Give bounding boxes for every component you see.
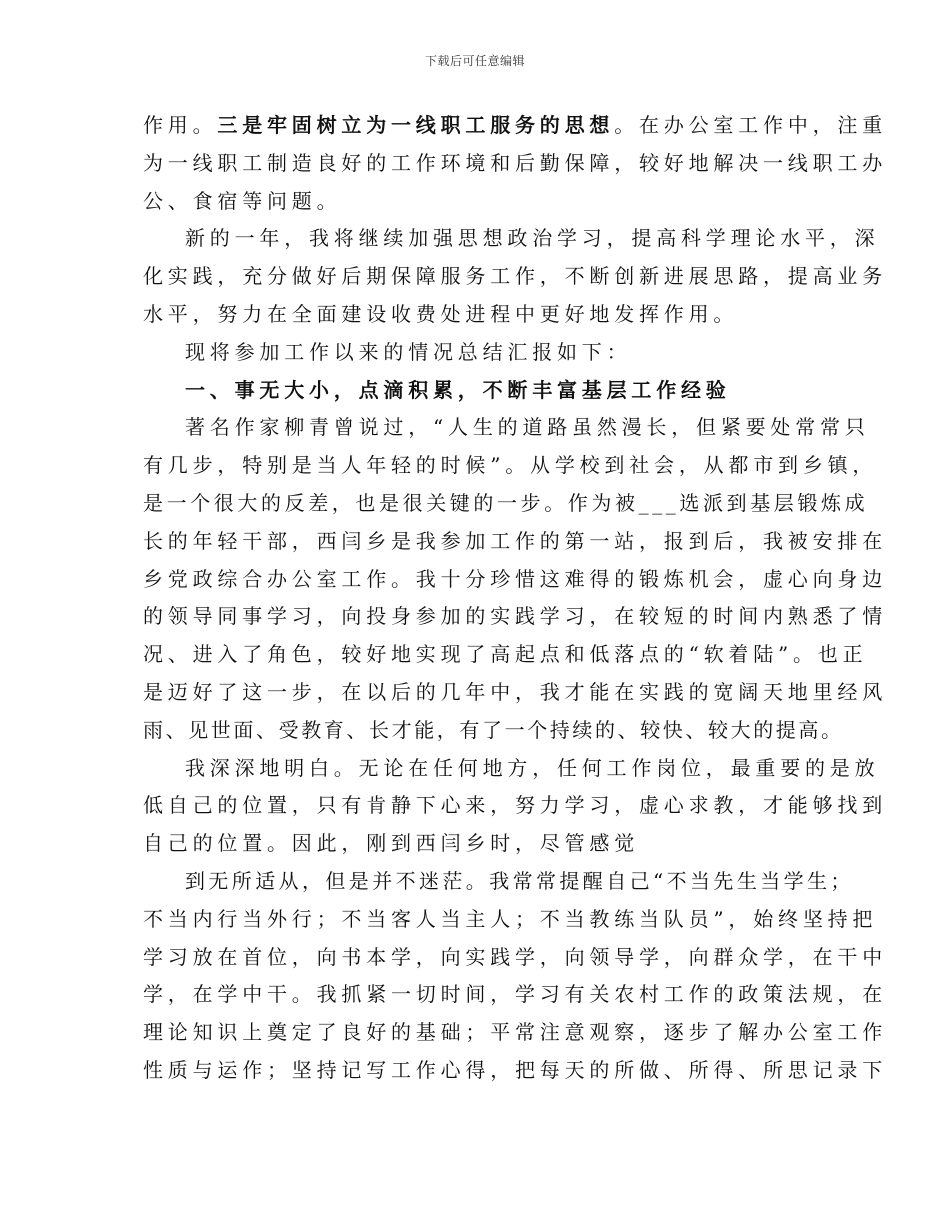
text-line: 公、食宿等问题。	[143, 188, 342, 213]
text-run: 作用。	[143, 113, 218, 137]
text-line: 自己的位置。因此，刚到西闫乡时，尽管感觉	[143, 831, 639, 856]
text-line: 是一个很大的反差，也是很关键的一步。作为被___选派到基层锻炼成	[143, 490, 869, 515]
document-body	[143, 107, 888, 1090]
text-line: 理论知识上奠定了良好的基础；平常注意观察，逐步了解办公室工作	[143, 1020, 887, 1045]
paragraph-start-line: 到无所适从，但是并不迷茫。我常常提醒自己“不当先生当学生；	[185, 868, 854, 893]
text-line: 况、进入了角色，较好地实现了高起点和低落点的“软着陆”。也正	[143, 642, 868, 667]
page-header: 下载后可任意编辑	[424, 54, 525, 68]
paragraph-start-line: 新的一年，我将继续加强思想政治学习，提高科学理论水平，深	[185, 226, 880, 251]
text-line: 学，在学中干。我抓紧一切时间，学习有关农村工作的政策法规，在	[143, 982, 887, 1007]
section-heading: 一、事无大小，点滴积累，不断丰富基层工作经验	[185, 377, 731, 402]
text-line: 乡党政综合办公室工作。我十分珍惜这难得的锻炼机会，虚心向身边	[143, 566, 887, 591]
paragraph-start-line: 现将参加工作以来的情况总结汇报如下：	[185, 339, 632, 364]
text-line: 水平，努力在全面建设收费处进程中更好地发挥作用。	[143, 301, 739, 326]
text-line: 化实践，充分做好后期保障服务工作，不断创新进展思路，提高业务	[143, 264, 887, 289]
text-line: 不当内行当外行；不当客人当主人；不当教练当队员”，始终坚持把	[143, 906, 878, 931]
text-line: 的领导同事学习，向投身参加的实践学习，在较短的时间内熟悉了情	[143, 604, 887, 629]
text-line: 雨、见世面、受教育、长才能，有了一个持续的、较快、较大的提高。	[143, 717, 844, 742]
paragraph-start-line: 著名作家柳青曾说过，“人生的道路虽然漫长，但紧要处常常只	[185, 415, 870, 440]
paragraph-start-line: 我深深地明白。无论在任何地方，任何工作岗位，最重要的是放	[185, 755, 880, 780]
text-line: 低自己的位置，只有肯静下心来，努力学习，虚心求教，才能够找到	[143, 793, 887, 818]
text-line: 有几步，特别是当人年轻的时候”。从学校到社会，从都市到乡镇，	[143, 453, 878, 478]
text-line: 长的年轻干部，西闫乡是我参加工作的第一站，报到后，我被安排在	[143, 528, 887, 553]
text-run: 。在办公室工作中，注重	[614, 113, 888, 137]
text-line: 是迈好了这一步，在以后的几年中，我才能在实践的宽阔天地里经风	[143, 679, 887, 704]
text-line: 为一线职工制造良好的工作环境和后勤保障，较好地解决一线职工办	[143, 150, 887, 175]
text-line: 性质与运作；坚持记写工作心得，把每天的所做、所得、所思记录下	[143, 1057, 887, 1082]
bold-heading-run: 三是牢固树立为一线职工服务的思想	[217, 113, 615, 137]
text-line	[143, 107, 888, 145]
text-line: 学习放在首位，向书本学，向实践学，向领导学，向群众学，在干中	[143, 944, 887, 969]
